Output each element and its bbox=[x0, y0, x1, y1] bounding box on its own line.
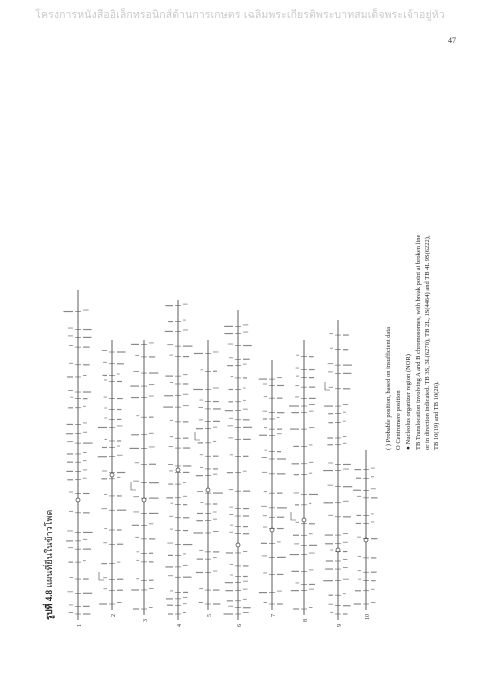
legend-text: Centromere position bbox=[395, 390, 402, 444]
figure-caption bbox=[42, 510, 55, 620]
chromosome-number: 4 bbox=[177, 624, 183, 627]
gene-map-svg bbox=[44, 80, 440, 640]
legend-item bbox=[405, 354, 412, 450]
page-header: โครงการหนังสืออิเล็กทรอนิกส์ด้านการเกษตร เฉลิมพระเกียรติพระบาทสมเด็จพระเจ้าอยู่หัว bbox=[35, 9, 445, 21]
centromere-icon bbox=[236, 543, 240, 547]
figure-caption-label: รูปที่ 4.8 bbox=[44, 587, 54, 620]
legend-symbol: O bbox=[395, 443, 402, 450]
page-number: 47 bbox=[448, 36, 456, 45]
translocation-marker bbox=[195, 432, 200, 440]
figure-caption-text: แผนที่ยีนในข้าวโพด bbox=[44, 509, 54, 588]
chromosome-number: 3 bbox=[143, 619, 149, 622]
legend-item bbox=[385, 327, 392, 450]
rotated-figure-group bbox=[42, 235, 440, 627]
chromosome-number: 1 bbox=[77, 624, 83, 627]
centromere-icon bbox=[176, 468, 180, 472]
gene-map-figure bbox=[44, 80, 440, 640]
chromosome-number: 10 bbox=[365, 614, 371, 620]
legend-text: Probable position, based on insufficient data bbox=[385, 326, 392, 443]
translocation-marker bbox=[99, 572, 104, 580]
legend-symbol: ( ) bbox=[385, 442, 392, 450]
translocation-marker bbox=[131, 482, 136, 490]
legend-symbol: ● bbox=[405, 444, 412, 450]
legend-item bbox=[395, 390, 402, 450]
chromosome-number: 9 bbox=[337, 624, 343, 627]
chromosome-number: 8 bbox=[303, 619, 309, 622]
chromosome-number: 5 bbox=[207, 614, 213, 617]
translocation-marker bbox=[325, 382, 330, 390]
centromere-icon bbox=[142, 498, 146, 502]
chromosome-number: 2 bbox=[111, 614, 117, 617]
legend-item bbox=[415, 235, 422, 450]
chromosome-number: 6 bbox=[237, 624, 243, 627]
legend-item-cont: TB 10(19) and TB 10(26). bbox=[433, 381, 440, 450]
translocation-marker bbox=[291, 512, 296, 520]
chromosome-number: 7 bbox=[271, 614, 277, 617]
centromere-icon bbox=[206, 488, 210, 492]
legend-text: TB Translocation involving A and B chromosomes, with break point at broken line bbox=[415, 234, 422, 450]
legend-text: Nucleolus organizer region (NOR) bbox=[405, 354, 412, 445]
legend-item-cont: or in direction indicated. TB 3S, 3L(6270), TB 2L, 1S(4464) and TB 4L 9S(6222), bbox=[424, 235, 431, 450]
centromere-icon bbox=[76, 498, 80, 502]
centromere-icon bbox=[302, 518, 306, 522]
centromere-icon bbox=[110, 473, 114, 477]
